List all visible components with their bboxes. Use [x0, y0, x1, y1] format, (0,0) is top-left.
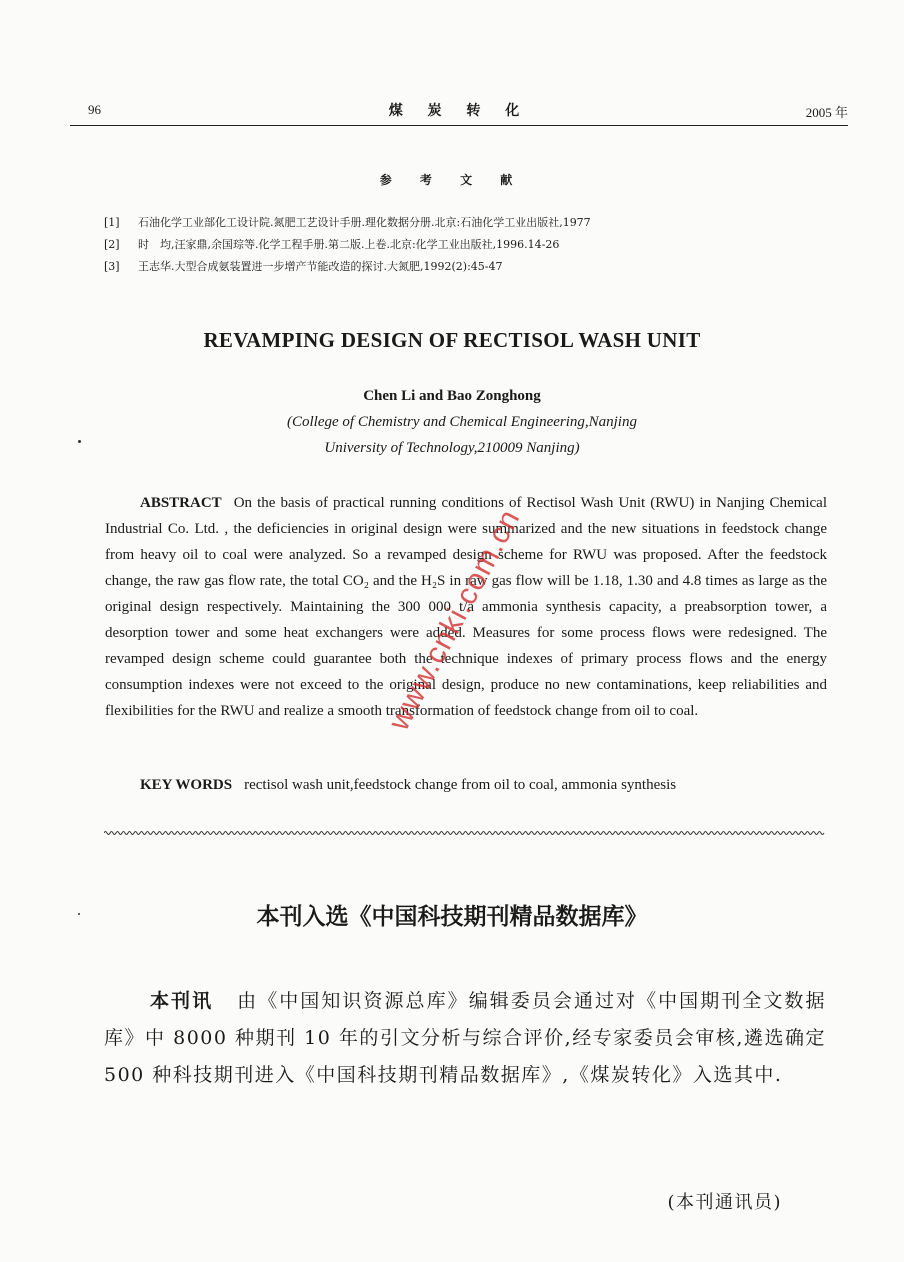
wavy-divider [104, 828, 826, 838]
notice-body [104, 983, 826, 1094]
reference-text: 石油化学工业部化工设计院.氮肥工艺设计手册.理化数据分册.北京:石油化学工业出版社,1977 [138, 216, 591, 229]
reference-number: [2] [104, 238, 120, 251]
reference-list [104, 212, 864, 278]
reference-number: [3] [104, 260, 120, 273]
reference-item [104, 234, 864, 256]
affiliation-line-2: University of Technology,210009 Nanjing) [324, 440, 580, 456]
abstract-label: ABSTRACT [140, 495, 222, 511]
notice-title: 本刊入选《中国科技期刊精品数据库》 [256, 904, 648, 930]
references-title: 参 考 文 献 [379, 173, 525, 187]
running-head [70, 98, 848, 120]
notice-signature: (本刊通讯员) [667, 1192, 782, 1213]
cnki-watermark: www.cnki.com.cn [382, 503, 527, 736]
article-title: REVAMPING DESIGN OF RECTISOL WASH UNIT [203, 328, 701, 352]
issue-year: 2005 年 [805, 105, 848, 120]
journal-name: 煤 炭 转 化 [388, 103, 530, 119]
header-rule [70, 125, 848, 126]
page-number: 96 [88, 102, 101, 117]
reference-text: 时 均,汪家鼎,余国琮等.化学工程手册.第二版.上卷.北京:化学工业出版社,1996.14-26 [138, 238, 560, 251]
reference-number: [1] [104, 216, 120, 229]
reference-item [104, 212, 864, 234]
article-authors: Chen Li and Bao Zonghong [363, 388, 541, 404]
keywords-label: KEY WORDS [140, 777, 233, 793]
reference-text: 王志华.大型合成氨装置进一步增产节能改造的探讨.大氮肥,1992(2):45-47 [138, 260, 503, 273]
abstract-text: On the basis of practical running conditions of Rectisol Wash Unit (RWU) in Nanjing Chemical Industrial Co. Ltd. , the deficiencies in original design were summarized and the new situations in feedstock change from heavy oil to coal were analyzed. So a revamped design scheme for RWU was proposed. After the feedstock change, the raw gas flow rate, the total CO₂ and the H₂S in raw gas flow will be 1.18, 1.30 and 4.8 times as large as the original design respectively. Maintaining the 300 000 t/a ammonia synthesis capacity, a preabsorption tower, a desorption tower and some heat exchangers were added. Measures for some process flows were redesigned. The revamped design scheme could guarantee both the technique indexes of primary process flows and the energy consumption indexes were not exceed to the original design, produce no new contaminations, keep reliabilities and flexibilities for the RWU and realize a smooth transformation of feedstock change from oil to coal. [105, 495, 827, 719]
scan-speck [78, 913, 80, 915]
reference-item [104, 256, 864, 278]
notice-text: 由《中国知识资源总库》编辑委员会通过对《中国期刊全文数据库》中 8000 种期刊 10 年的引文分析与综合评价,经专家委员会审核,遴选确定 500 种科技期刊进入《中国科技期刊精品数据库》,《煤炭转化》入选其中. [104, 990, 826, 1086]
keywords [140, 772, 840, 798]
notice-lead: 本刊讯 [150, 990, 214, 1012]
affiliation-line-1: (College of Chemistry and Chemical Engineering,Nanjing [287, 414, 637, 430]
keywords-text: rectisol wash unit,feedstock change from oil to coal, ammonia synthesis [244, 777, 677, 793]
scan-speck [78, 440, 81, 443]
